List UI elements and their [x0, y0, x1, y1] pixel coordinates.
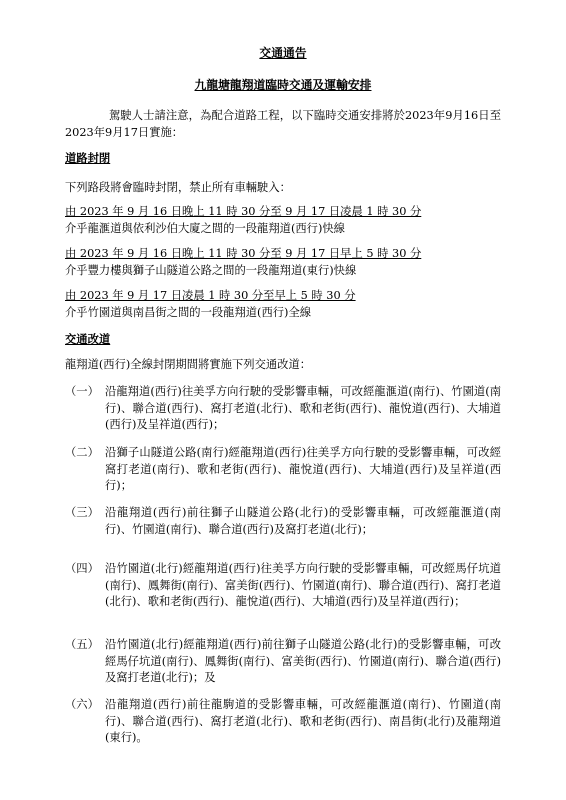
item-text: 沿獅子山隧道公路(南行)經龍翔道(西行)往美孚方向行駛的受影響車輛，可改經窩打老道(南行)、歌和老街(西行)、龍悅道(西行)、大埔道(西行)及呈祥道(西行)； — [105, 446, 501, 492]
diversion-heading: 交通改道 — [65, 332, 111, 346]
closure-period-time: 由 2023 年 9 月 16 日晚上 11 時 30 分至 9 月 17 日凌晨 1 時 30 分 — [65, 205, 422, 218]
item-text: 沿龍翔道(西行)往美孚方向行駛的受影響車輛，可改經龍滙道(南行)、竹園道(南行)、聯合道(西行)、窩打老道(北行)、歌和老街(西行)、龍悅道(西行)、大埔道(西行)及呈祥道(西行)； — [105, 385, 501, 431]
item-number: （六） — [65, 698, 99, 711]
item-text: 沿龍翔道(西行)前往獅子山隧道公路(北行)的受影響車輛，可改經龍滙道(南行)、竹園道(南行)、聯合道(西行)及窩打老道(北行)； — [105, 506, 501, 536]
item-number: （二） — [65, 446, 99, 459]
item-text: 沿竹園道(北行)經龍翔道(西行)往美孚方向行駛的受影響車輛，可改經馬仔坑道(南行)、鳳舞街(南行)、富美街(西行)、竹園道(南行)、聯合道(西行)、窩打老道(北行)、歌和老街(西行)、龍悅道(西行)、大埔道(西行)及呈祥道(西行)； — [105, 562, 501, 608]
diversion-item-2 — [65, 445, 501, 495]
item-text: 沿竹園道(北行)經龍翔道(西行)前往獅子山隧道公路(北行)的受影響車輛，可改經馬仔坑道(南行)、鳳舞街(南行)、富美街(西行)、竹園道(南行)、聯合道(西行)及窩打老道(北行)；及 — [105, 638, 501, 684]
diversion-item-6 — [65, 697, 501, 747]
item-number: （一） — [65, 385, 99, 398]
item-number: （四） — [65, 562, 99, 575]
diversion-item-4 — [65, 561, 501, 611]
road-closure-heading: 道路封閉 — [65, 151, 111, 165]
closure-period-3 — [65, 288, 501, 321]
closure-period-section: 介乎竹園道與南昌街之間的一段龍翔道(西行)全線 — [65, 305, 312, 319]
item-text: 沿龍翔道(西行)前往龍駒道的受影響車輛，可改經龍滙道(南行)、竹園道(南行)、聯合道(西行)、窩打老道(北行)、歌和老街(西行)、南昌街(北行)及龍翔道(東行)。 — [105, 698, 501, 744]
diversion-item-1 — [65, 384, 501, 434]
closure-period-time: 由 2023 年 9 月 16 日晚上 11 時 30 分至 9 月 17 日早上 5 時 30 分 — [65, 247, 422, 260]
closure-period-2 — [65, 246, 501, 279]
road-closure-lead: 下列路段將會臨時封閉，禁止所有車輛駛入： — [65, 181, 291, 194]
closure-period-section: 介乎龍滙道與依利沙伯大廈之間的一段龍翔道(西行)快線 — [65, 221, 345, 235]
diversion-lead: 龍翔道(西行)全線封閉期間將實施下列交通改道： — [65, 358, 312, 371]
closure-period-section: 介乎豐力樓與獅子山隧道公路之間的一段龍翔道(東行)快線 — [65, 263, 357, 277]
notice-header: 交通通告 — [259, 46, 307, 60]
notice-title: 九龍塘龍翔道臨時交通及運輸安排 — [194, 78, 372, 92]
item-number: （五） — [65, 638, 99, 651]
intro-paragraph: 駕駛人士請注意，為配合道路工程，以下臨時交通安排將於2023年9月16日至2023年9月17日實施： — [65, 109, 501, 139]
item-number: （三） — [65, 506, 99, 519]
diversion-item-3 — [65, 505, 501, 538]
closure-period-time: 由 2023 年 9 月 17 日凌晨 1 時 30 分至早上 5 時 30 分 — [65, 289, 356, 302]
closure-period-1 — [65, 204, 501, 237]
diversion-item-5 — [65, 637, 501, 687]
